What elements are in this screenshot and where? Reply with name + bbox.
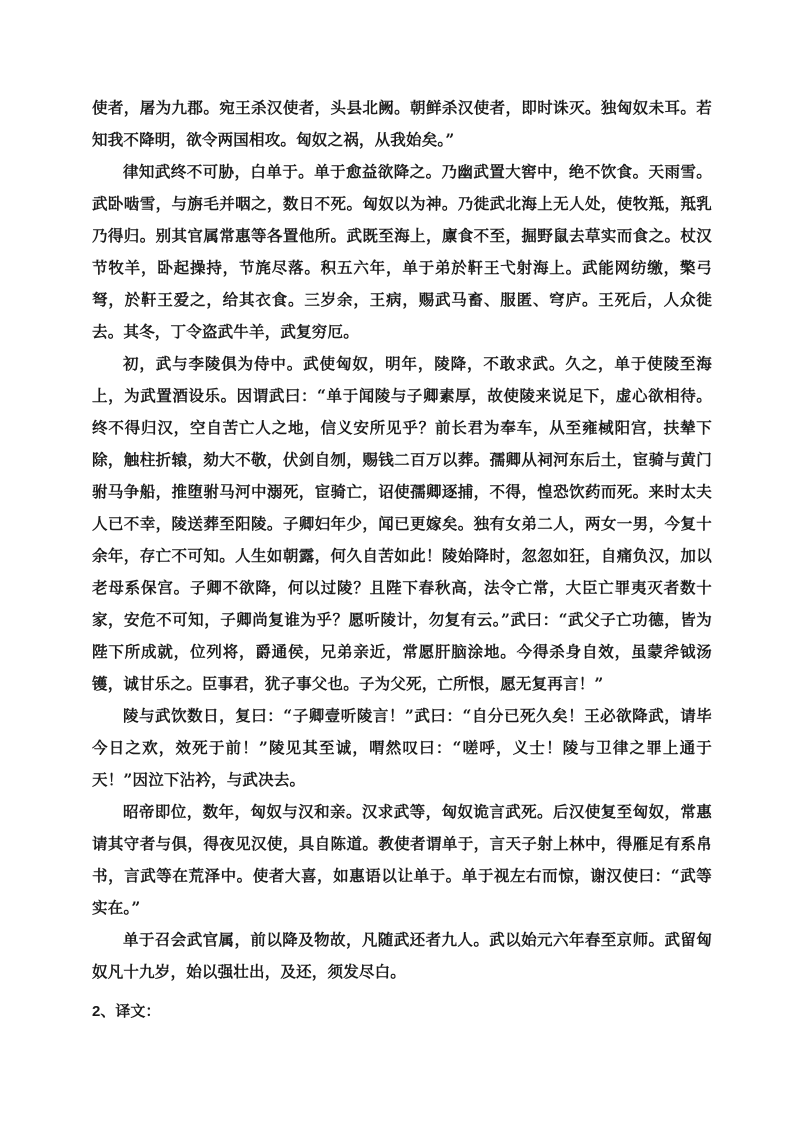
paragraph-5: 昭帝即位，数年，匈奴与汉和亲。汉求武等，匈奴诡言武死。后汉使复至匈奴，常惠请其守者与俱，得夜见汉使，具自陈道。教使者谓单于，言天子射上林中，得雁足有系帛书，言武等在荒泽中。使者大喜，如惠语以让单于。单于视左右而惊，谢汉使曰：“武等实在。” (92, 802, 712, 917)
paragraph-6: 单于召会武官属，前以降及物故，凡随武还者九人。武以始元六年春至京师。武留匈奴凡十九岁，始以强壮出，及还，须发尽白。 (92, 930, 712, 981)
paragraph-2: 律知武终不可胁，白单于。单于愈益欲降之。乃幽武置大窖中，绝不饮食。天雨雪。武卧啮雪，与旃毛并咽之，数日不死。匈奴以为神。乃徙武北海上无人处，使牧羝，羝乳乃得归。别其官属常惠等各置他所。武既至海上，廪食不至，掘野鼠去草实而食之。杖汉节牧羊，卧起操持，节旄尽落。积五六年，单于弟於靬王弋射海上。武能网纺缴，檠弓弩，於靬王爱之，给其衣食。三岁余，王病，赐武马畜、服匿、穹庐。王死后，人众徙去。其冬，丁令盗武牛羊，武复穷厄。 (92, 162, 712, 341)
section-heading-translation: 2、译文： (92, 1003, 161, 1020)
paragraph-1: 使者，屠为九郡。宛王杀汉使者，头县北阙。朝鲜杀汉使者，即时诛灭。独匈奴未耳。若知我不降明，欲令两国相攻。匈奴之祸，从我始矣。” (92, 98, 712, 149)
paragraph-4: 陵与武饮数日，复曰：“子卿壹听陵言！”武曰：“自分已死久矣！王必欲降武，请毕今日之欢，效死于前！”陵见其至诚，喟然叹曰：“嗟呼，义士！陵与卫律之罪上通于天！”因泣下沾衿，与武决去。 (92, 706, 712, 789)
paragraph-3: 初，武与李陵俱为侍中。武使匈奴，明年，陵降，不敢求武。久之，单于使陵至海上，为武置酒设乐。因谓武曰：“单于闻陵与子卿素厚，故使陵来说足下，虚心欲相待。终不得归汉，空自苦亡人之地，信义安所见乎？前长君为奉车，从至雍棫阳宫，扶辇下除，触柱折辕，劾大不敬，伏剑自刎，赐钱二百万以葬。孺卿从祠河东后土，宦骑与黄门驸马争船，推堕驸马河中溺死，宦骑亡，诏使孺卿逐捕，不得，惶恐饮药而死。来时太夫人已不幸，陵送葬至阳陵。子卿妇年少，闻已更嫁矣。独有女弟二人，两女一男，今复十余年，存亡不可知。人生如朝露，何久自苦如此！陵始降时，忽忽如狂，自痛负汉，加以老母系保宫。子卿不欲降，何以过陵？且陛下春秋高，法令亡常，大臣亡罪夷灭者数十家，安危不可知，子卿尚复谁为乎？愿听陵计，勿复有云。”武曰：“武父子亡功德，皆为陛下所成就，位列将，爵通侯，兄弟亲近，常愿肝脑涂地。今得杀身自效，虽蒙斧钺汤镬，诚甘乐之。臣事君，犹子事父也。子为父死，亡所恨，愿无复再言！” (92, 354, 712, 693)
document-body (92, 92, 712, 988)
